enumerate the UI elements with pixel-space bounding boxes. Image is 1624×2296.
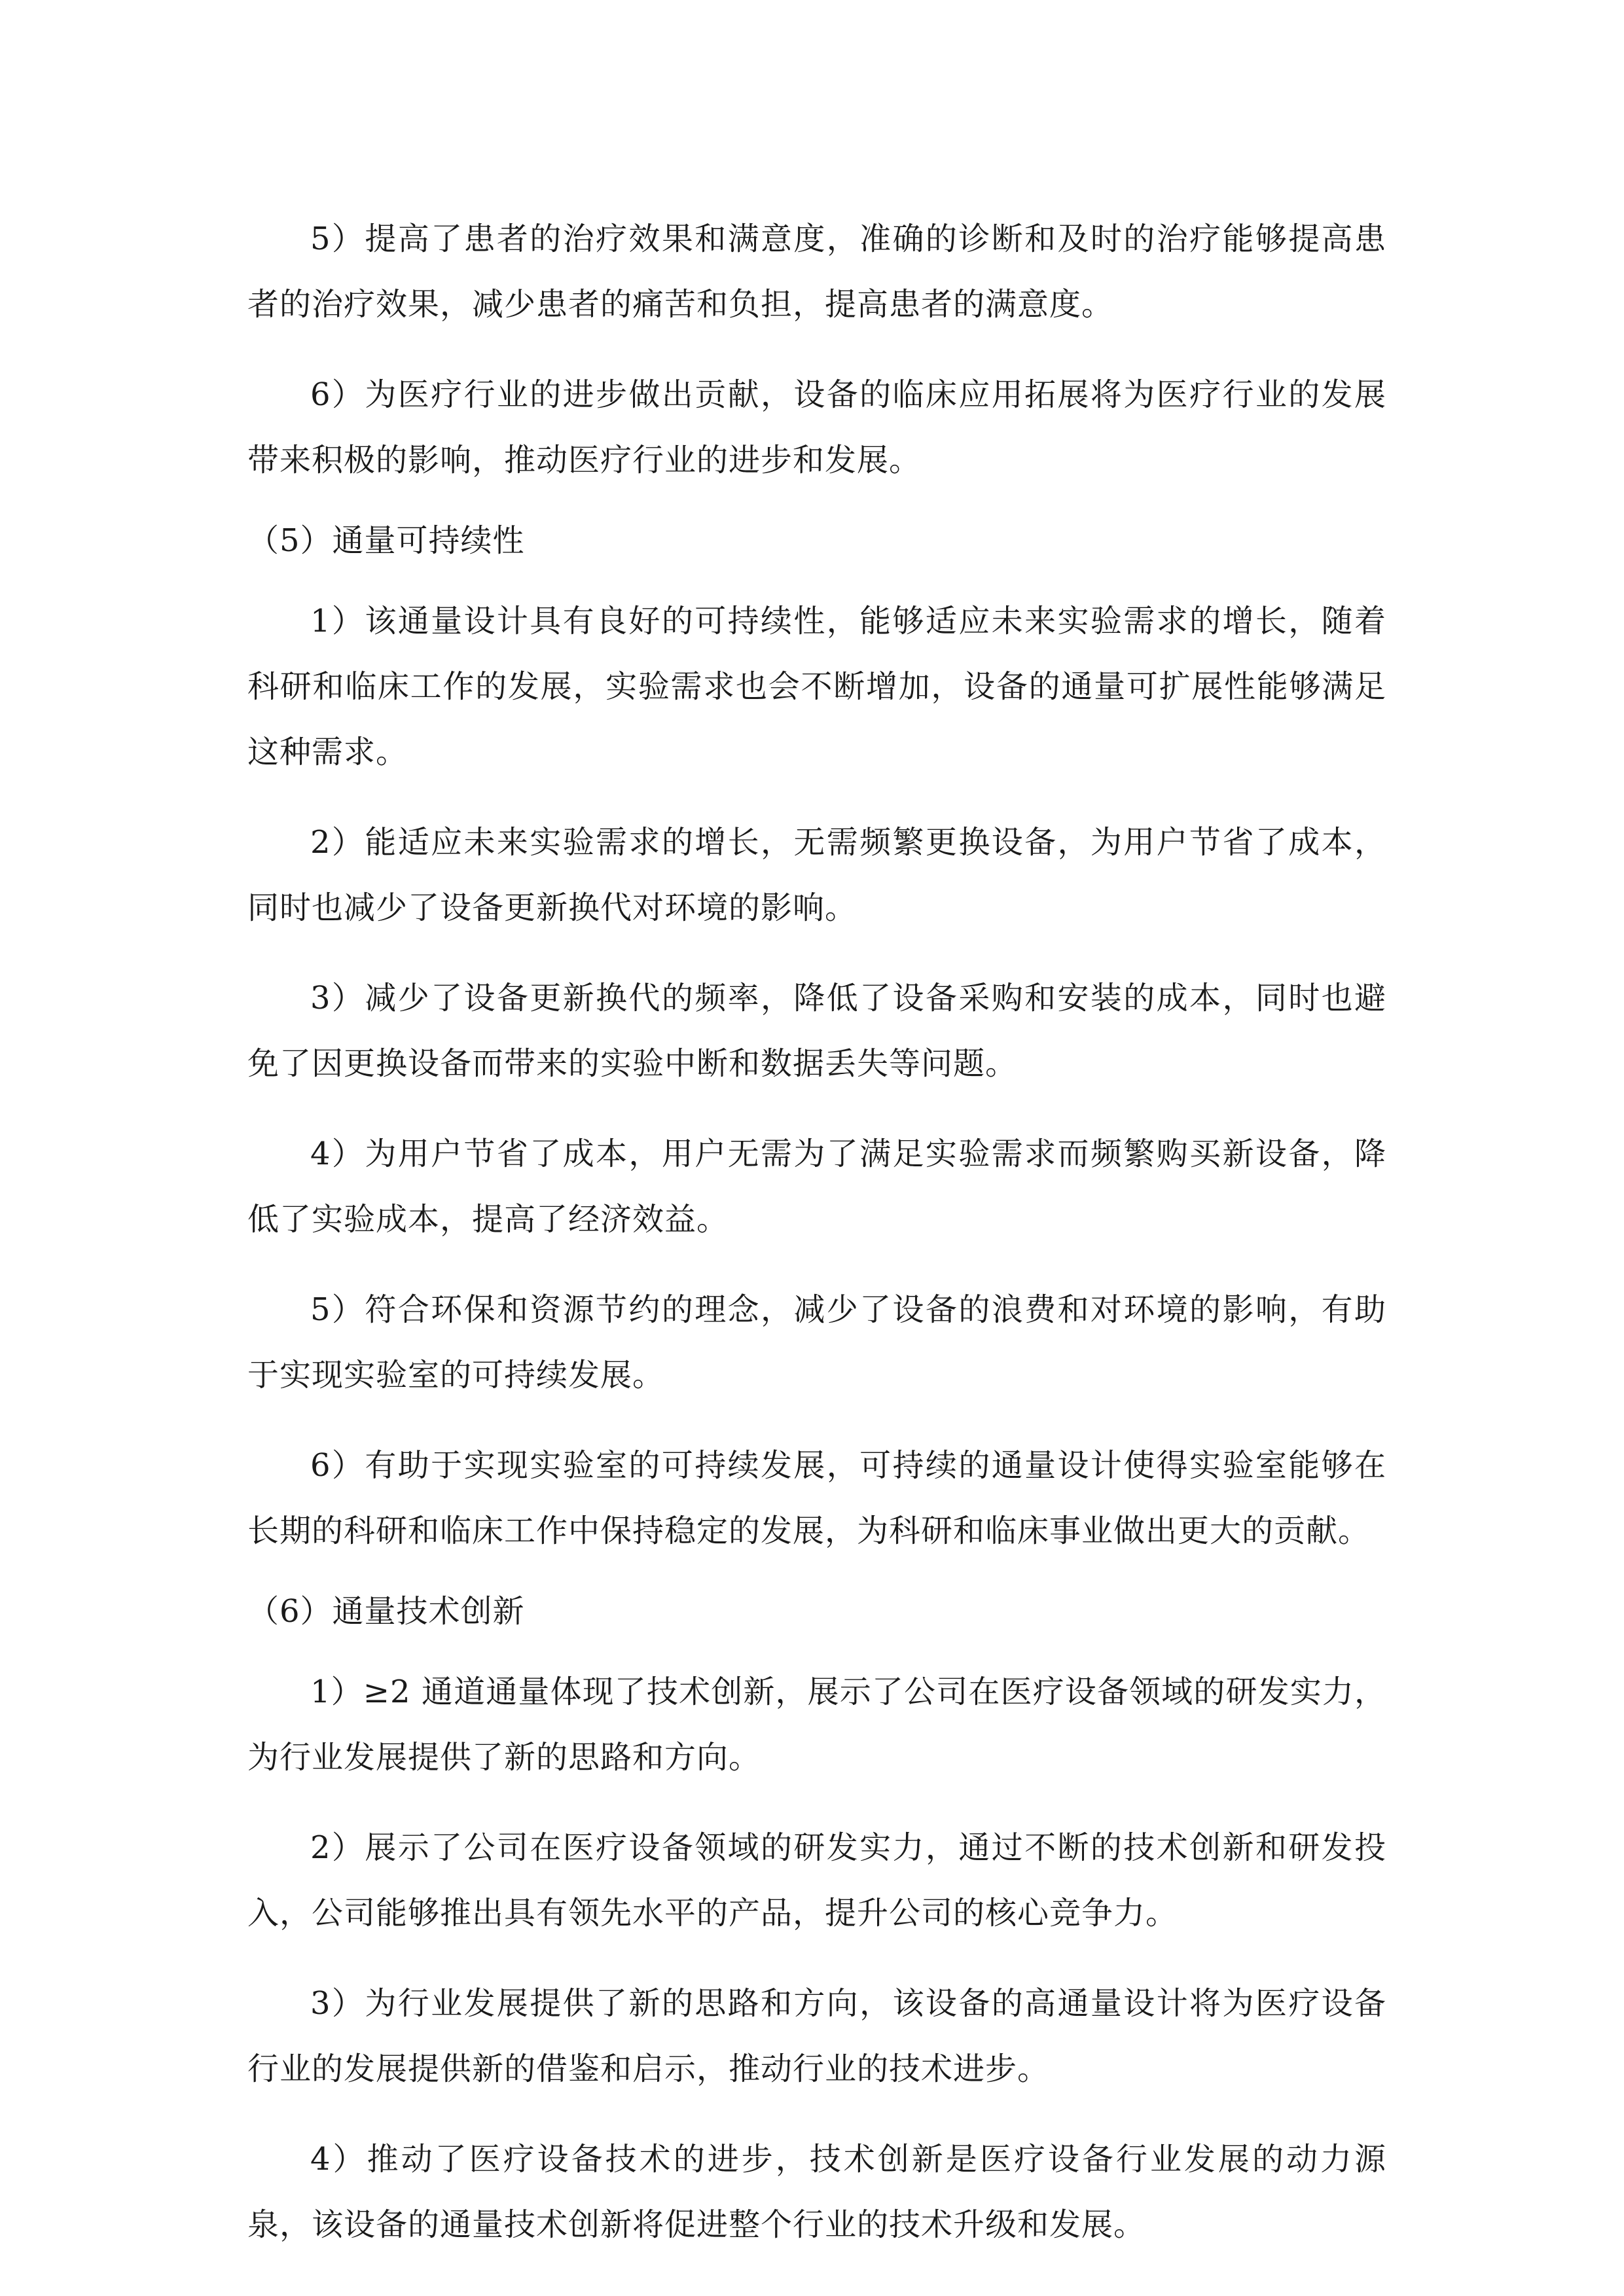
paragraph-sustainability-2: 2）能适应未来实验需求的增长，无需频繁更换设备，为用户节省了成本，同时也减少了设备更新换代对环境的影响。 bbox=[247, 824, 1386, 926]
paragraph-innovation-2: 2）展示了公司在医疗设备领域的研发实力，通过不断的技术创新和研发投入，公司能够推出具有领先水平的产品，提升公司的核心竞争力。 bbox=[247, 1829, 1386, 1931]
paragraph-sustainability-3: 3）减少了设备更新换代的频率，降低了设备采购和安装的成本，同时也避免了因更换设备而带来的实验中断和数据丢失等问题。 bbox=[247, 980, 1386, 1082]
paragraph-sustainability-4: 4）为用户节省了成本，用户无需为了满足实验需求而频繁购买新设备，降低了实验成本，提高了经济效益。 bbox=[247, 1136, 1386, 1238]
paragraph-innovation-1: 1）≥2 通道通量体现了技术创新，展示了公司在医疗设备领域的研发实力，为行业发展提供了新的思路和方向。 bbox=[247, 1674, 1386, 1776]
paragraph-6-industry-contribution: 6）为医疗行业的进步做出贡献，设备的临床应用拓展将为医疗行业的发展带来积极的影响，推动医疗行业的进步和发展。 bbox=[247, 376, 1386, 478]
paragraph-sustainability-6: 6）有助于实现实验室的可持续发展，可持续的通量设计使得实验室能够在长期的科研和临床工作中保持稳定的发展，为科研和临床事业做出更大的贡献。 bbox=[247, 1447, 1386, 1549]
paragraph-5-patient-outcomes: 5）提高了患者的治疗效果和满意度，准确的诊断和及时的治疗能够提高患者的治疗效果，减少患者的痛苦和负担，提高患者的满意度。 bbox=[247, 221, 1386, 323]
section-heading-throughput-innovation: （6）通量技术创新 bbox=[247, 1593, 525, 1630]
paragraph-innovation-4: 4）推动了医疗设备技术的进步，技术创新是医疗设备行业发展的动力源泉，该设备的通量技术创新将促进整个行业的技术升级和发展。 bbox=[247, 2141, 1386, 2243]
paragraph-innovation-3: 3）为行业发展提供了新的思路和方向，该设备的高通量设计将为医疗设备行业的发展提供新的借鉴和启示，推动行业的技术进步。 bbox=[247, 1985, 1386, 2087]
paragraph-sustainability-1: 1）该通量设计具有良好的可持续性，能够适应未来实验需求的增长，随着科研和临床工作的发展，实验需求也会不断增加，设备的通量可扩展性能够满足这种需求。 bbox=[247, 603, 1386, 770]
paragraph-sustainability-5: 5）符合环保和资源节约的理念，减少了设备的浪费和对环境的影响，有助于实现实验室的可持续发展。 bbox=[247, 1291, 1386, 1393]
section-heading-throughput-sustainability: （5）通量可持续性 bbox=[247, 522, 525, 559]
document-body bbox=[247, 206, 1386, 2282]
